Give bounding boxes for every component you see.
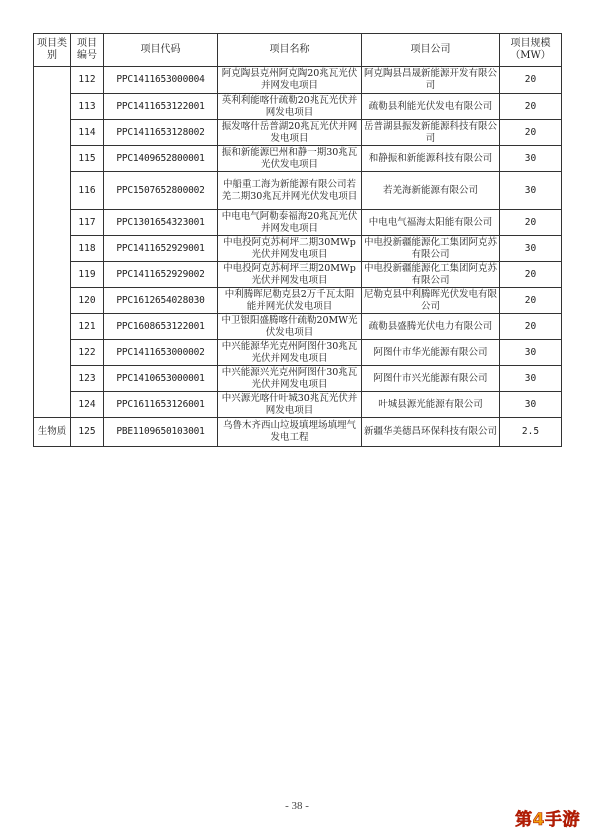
cell-company: 阿图什市兴光能源有限公司 — [362, 366, 500, 392]
cell-company: 和静振和新能源科技有限公司 — [362, 146, 500, 172]
cell-scale: 20 — [500, 67, 562, 94]
cell-scale: 20 — [500, 262, 562, 288]
cell-scale: 20 — [500, 94, 562, 120]
cell-number: 115 — [71, 146, 104, 172]
table-body — [34, 67, 562, 447]
cell-code: PPC1608653122001 — [104, 314, 218, 340]
cell-number: 117 — [71, 210, 104, 236]
cell-name: 中电投阿克苏柯坪三期20MWp光伏并网发电项目 — [218, 262, 362, 288]
cell-code: PPC1411653128002 — [104, 120, 218, 146]
cell-name: 乌鲁木齐西山垃圾填埋场填埋气发电工程 — [218, 418, 362, 447]
cell-name: 英利利能喀什疏勒20兆瓦光伏并网发电项目 — [218, 94, 362, 120]
page-number: - 38 - — [285, 800, 309, 812]
cell-company: 疏勒县利能光伏发电有限公司 — [362, 94, 500, 120]
cell-name: 中兴能源兴光克州阿图什30兆瓦光伏并网发电项目 — [218, 366, 362, 392]
cell-number: 125 — [71, 418, 104, 447]
cell-company: 阿克陶县昌晟新能源开发有限公司 — [362, 67, 500, 94]
site-watermark-logo — [515, 805, 580, 830]
cell-number: 114 — [71, 120, 104, 146]
cell-number: 118 — [71, 236, 104, 262]
cell-company: 新疆华美德昌环保科技有限公司 — [362, 418, 500, 447]
table-row — [34, 366, 562, 392]
cell-code: PPC1410653000001 — [104, 366, 218, 392]
cell-number: 112 — [71, 67, 104, 94]
watermark-text-pre: 第 — [515, 810, 533, 830]
cell-code: PPC1612654028030 — [104, 288, 218, 314]
cell-scale: 20 — [500, 210, 562, 236]
cell-number: 113 — [71, 94, 104, 120]
cell-code: PPC1409652800001 — [104, 146, 218, 172]
cell-scale: 30 — [500, 392, 562, 418]
table-row — [34, 172, 562, 210]
cell-scale: 30 — [500, 340, 562, 366]
cell-company: 中电电气福海太阳能有限公司 — [362, 210, 500, 236]
cell-code: PPC1411652929001 — [104, 236, 218, 262]
cell-name: 中电电气阿勒泰福海20兆瓦光伏并网发电项目 — [218, 210, 362, 236]
watermark-text-num: 4 — [532, 810, 545, 830]
table-row — [34, 210, 562, 236]
cell-company: 中电投新疆能源化工集团阿克苏有限公司 — [362, 262, 500, 288]
cell-name: 中电投阿克苏柯坪二期30MWp光伏并网发电项目 — [218, 236, 362, 262]
cell-number: 122 — [71, 340, 104, 366]
cell-company: 疏勒县盛腾光伏电力有限公司 — [362, 314, 500, 340]
cell-name: 中卫银阳盛腾喀什疏勒20MW光伏发电项目 — [218, 314, 362, 340]
header-name: 项目名称 — [218, 34, 362, 67]
cell-code: PBE1109650103001 — [104, 418, 218, 447]
cell-number: 121 — [71, 314, 104, 340]
cell-code: PPC1507652800002 — [104, 172, 218, 210]
cell-name: 中船重工海为新能源有限公司若羌二期30兆瓦并网光伏发电项目 — [218, 172, 362, 210]
header-code: 项目代码 — [104, 34, 218, 67]
table-row — [34, 392, 562, 418]
cell-category — [34, 67, 71, 418]
cell-name: 中利腾晖尼勒克县2万千瓦太阳能并网光伏发电项目 — [218, 288, 362, 314]
cell-scale: 20 — [500, 314, 562, 340]
cell-scale: 30 — [500, 146, 562, 172]
cell-code: PPC1301654323001 — [104, 210, 218, 236]
cell-code: PPC1411653122001 — [104, 94, 218, 120]
table-row — [34, 236, 562, 262]
cell-scale: 30 — [500, 172, 562, 210]
table-row — [34, 288, 562, 314]
cell-company: 阿图什市华光能源有限公司 — [362, 340, 500, 366]
table-row — [34, 94, 562, 120]
cell-number: 116 — [71, 172, 104, 210]
table-row — [34, 418, 562, 447]
cell-number: 120 — [71, 288, 104, 314]
table-header-row — [34, 34, 562, 67]
cell-company: 中电投新疆能源化工集团阿克苏有限公司 — [362, 236, 500, 262]
cell-name: 振发喀什岳普湖20兆瓦光伏并网发电项目 — [218, 120, 362, 146]
cell-scale: 30 — [500, 236, 562, 262]
cell-code: PPC1411652929002 — [104, 262, 218, 288]
cell-name: 阿克陶县克州阿克陶20兆瓦光伏并网发电项目 — [218, 67, 362, 94]
cell-category: 生物质 — [34, 418, 71, 447]
cell-code: PPC1411653000002 — [104, 340, 218, 366]
cell-company: 叶城县源光能源有限公司 — [362, 392, 500, 418]
cell-name: 振和新能源巴州和静一期30兆瓦光伏发电项目 — [218, 146, 362, 172]
project-table — [33, 33, 562, 447]
cell-code: PPC1611653126001 — [104, 392, 218, 418]
cell-number: 119 — [71, 262, 104, 288]
table-row — [34, 146, 562, 172]
cell-scale: 20 — [500, 288, 562, 314]
header-category: 项目类别 — [34, 34, 71, 67]
table-row — [34, 314, 562, 340]
table-row — [34, 262, 562, 288]
table-row — [34, 67, 562, 94]
table-row — [34, 120, 562, 146]
cell-number: 123 — [71, 366, 104, 392]
cell-scale: 2.5 — [500, 418, 562, 447]
header-company: 项目公司 — [362, 34, 500, 67]
watermark-text-post: 手游 — [545, 810, 580, 830]
cell-number: 124 — [71, 392, 104, 418]
cell-company: 若羌海新能源有限公司 — [362, 172, 500, 210]
cell-company: 尼勒克县中利腾晖光伏发电有限公司 — [362, 288, 500, 314]
cell-company: 岳普湖县振发新能源科技有限公司 — [362, 120, 500, 146]
table-row — [34, 340, 562, 366]
header-scale: 项目规模（MW） — [500, 34, 562, 67]
header-number: 项目编号 — [71, 34, 104, 67]
cell-scale: 30 — [500, 366, 562, 392]
cell-name: 中兴源光喀什叶城30兆瓦光伏并网发电项目 — [218, 392, 362, 418]
cell-name: 中兴能源华光克州阿图什30兆瓦光伏并网发电项目 — [218, 340, 362, 366]
cell-code: PPC1411653000004 — [104, 67, 218, 94]
cell-scale: 20 — [500, 120, 562, 146]
